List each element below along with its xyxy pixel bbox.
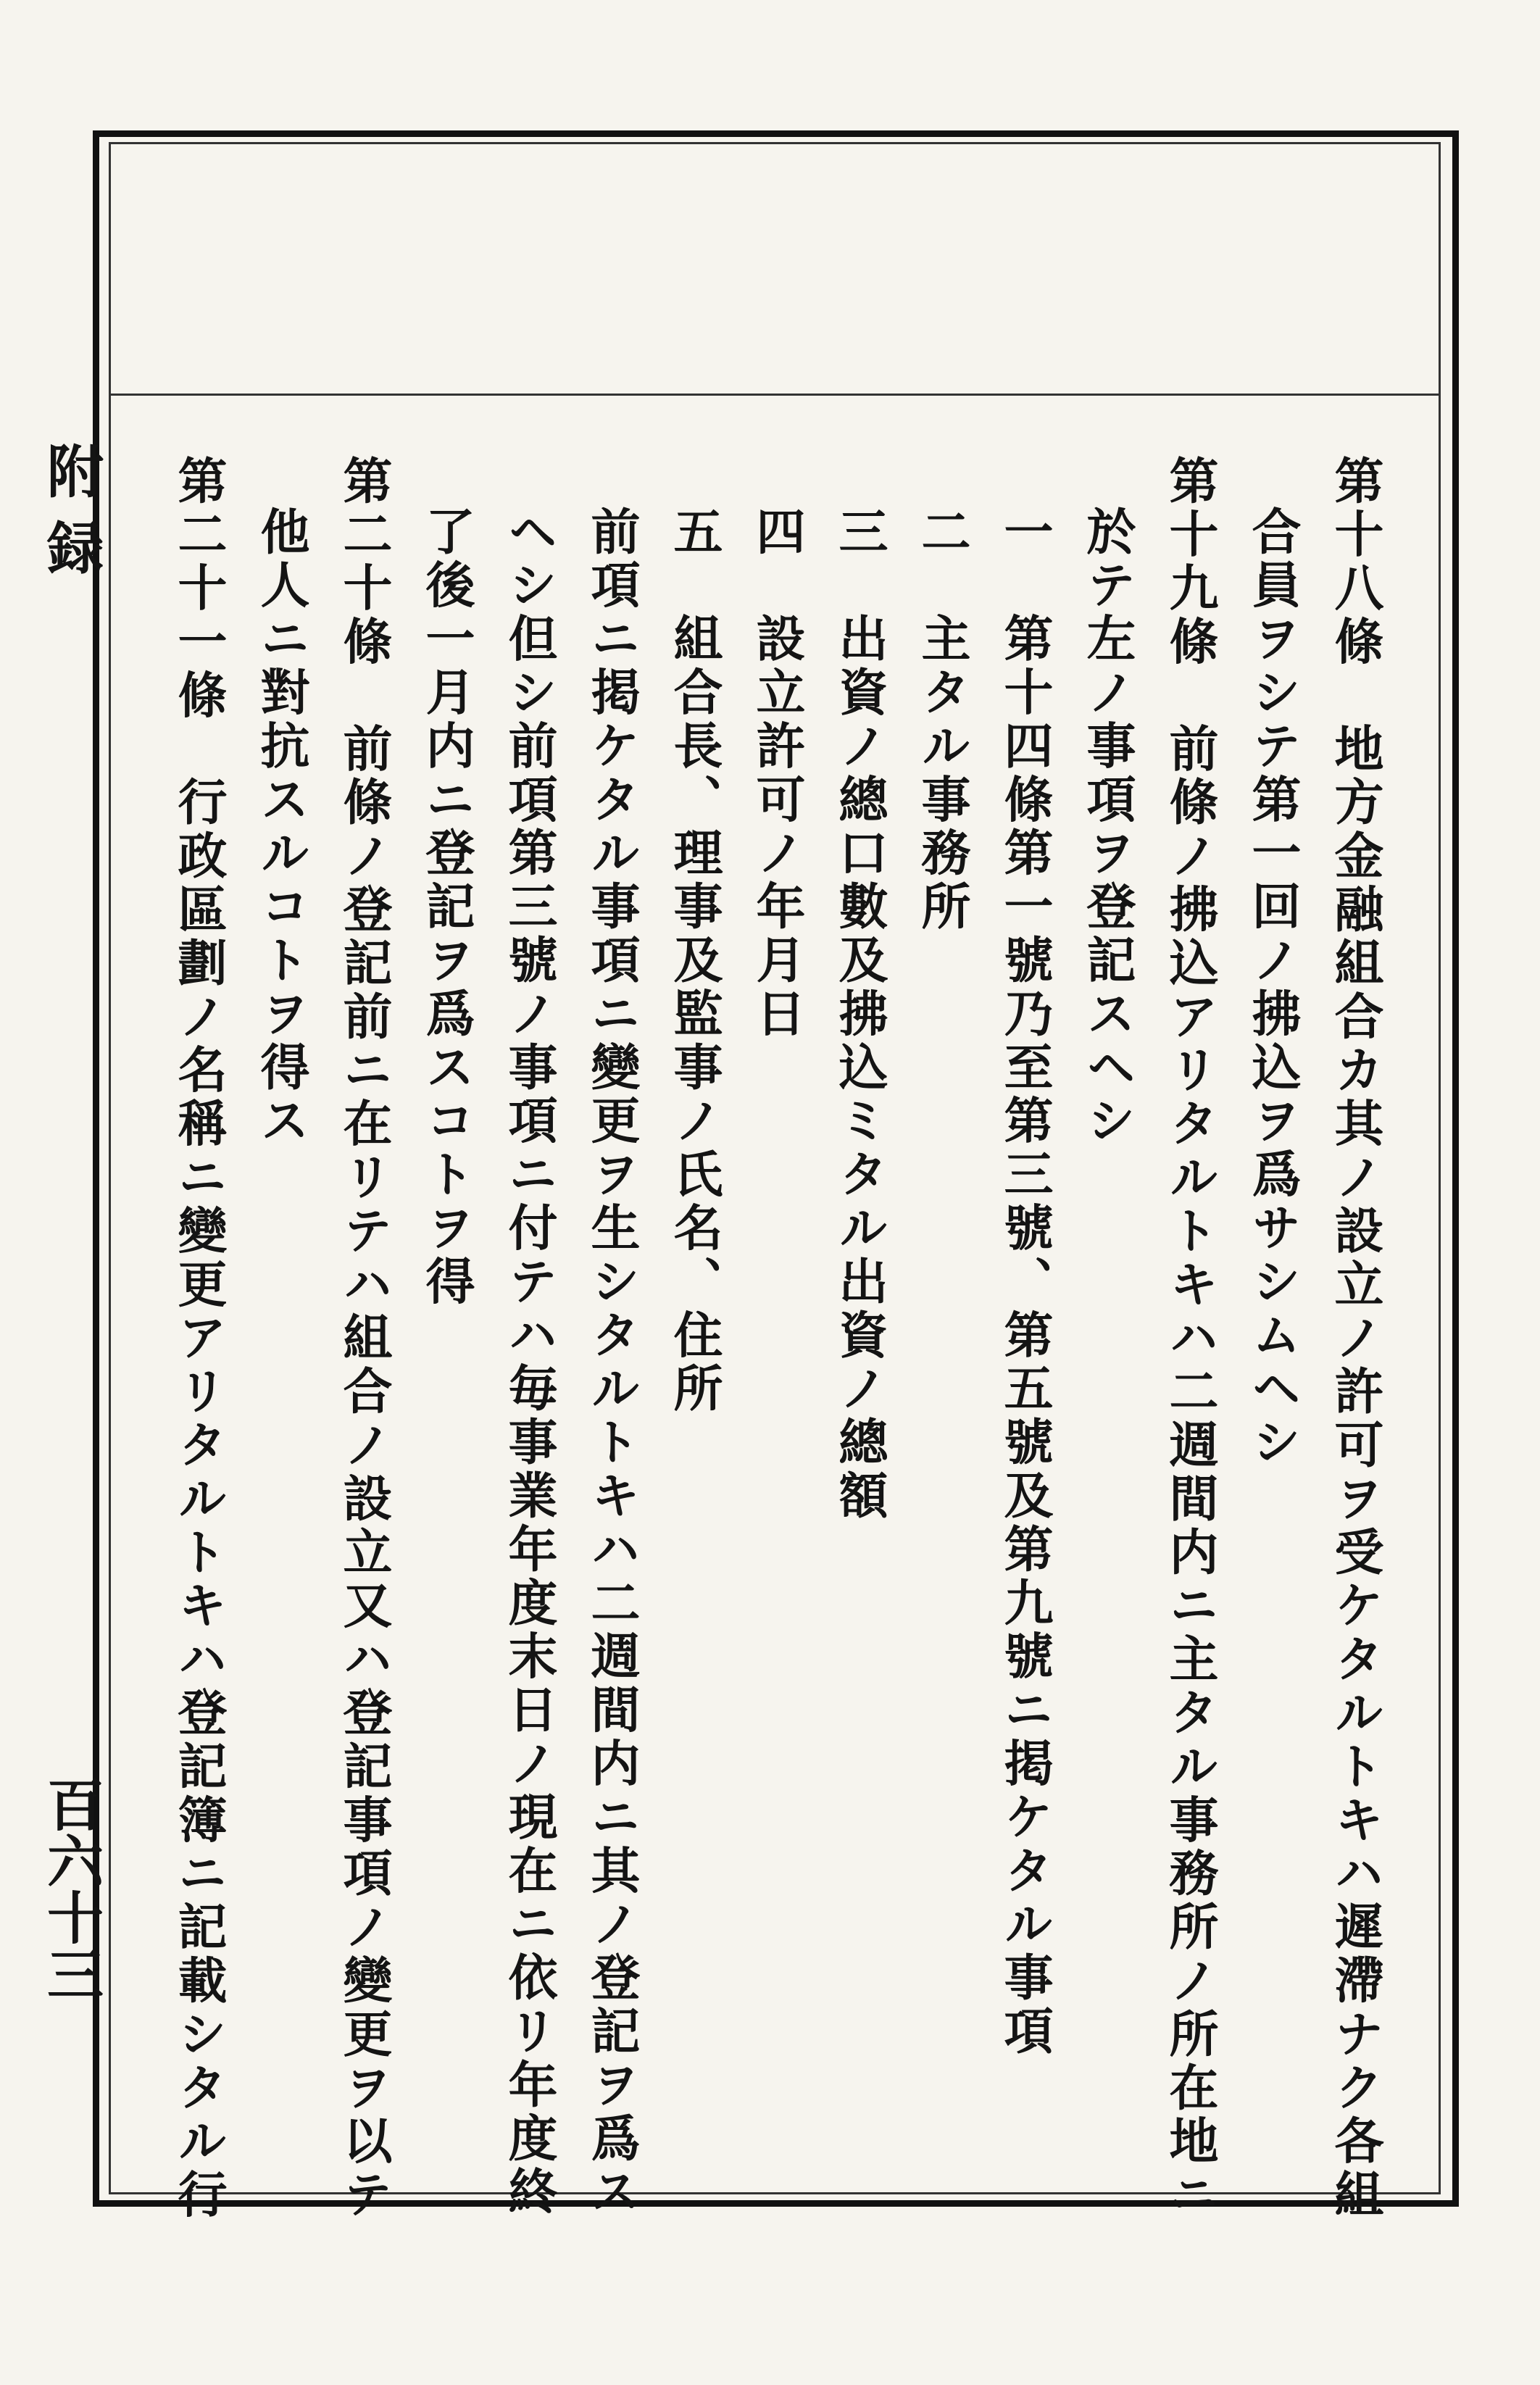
text-column: 合員ヲシテ第一回ノ拂込ヲ爲サシムヘシ — [1244, 506, 1302, 1470]
text-column: 五 組合長、理事及監事ノ氏名、住所 — [665, 506, 723, 1417]
text-column: 他人ニ對抗スルコトヲ得ス — [252, 506, 310, 1149]
text-column: 二 主タル事務所 — [913, 506, 971, 935]
page-inner-border — [109, 142, 1441, 2194]
page-number: 百六十三 — [38, 1776, 104, 2002]
text-column: 一 第十四條第一號乃至第三號、第五號及第九號ニ掲ケタル事項 — [996, 506, 1054, 2060]
text-column: 前項ニ掲ケタル事項ニ變更ヲ生シタルトキハ二週間内ニ其ノ登記ヲ爲ス — [583, 506, 641, 2220]
text-column: 四 設立許可ノ年月日 — [748, 506, 806, 1041]
text-column: 第二十條 前條ノ登記前ニ在リテハ組合ノ設立又ハ登記事項ノ變更ヲ以テ — [335, 455, 393, 2223]
header-rule — [109, 394, 1441, 396]
text-column: 於テ左ノ事項ヲ登記スヘシ — [1078, 506, 1136, 1149]
text-column: ヘシ但シ前項第三號ノ事項ニ付テハ毎事業年度末日ノ現在ニ依リ年度終 — [500, 506, 558, 2220]
text-column: 第十九條 前條ノ拂込アリタルトキハ二週間内ニ主タル事務所ノ所在地ニ — [1161, 455, 1219, 2223]
text-column: 了後一月内ニ登記ヲ爲スコトヲ得 — [417, 506, 475, 1310]
text-column: 三 出資ノ總口數及拂込ミタル出資ノ總額 — [831, 506, 888, 1524]
text-column: 第十八條 地方金融組合カ其ノ設立ノ許可ヲ受ケタルトキハ遲滯ナク各組 — [1326, 455, 1384, 2223]
section-label: 附 録 — [38, 442, 104, 575]
text-column: 第二十一條 行政區劃ノ名稱ニ變更アリタルトキハ登記簿ニ記載シタル行 — [170, 455, 228, 2223]
